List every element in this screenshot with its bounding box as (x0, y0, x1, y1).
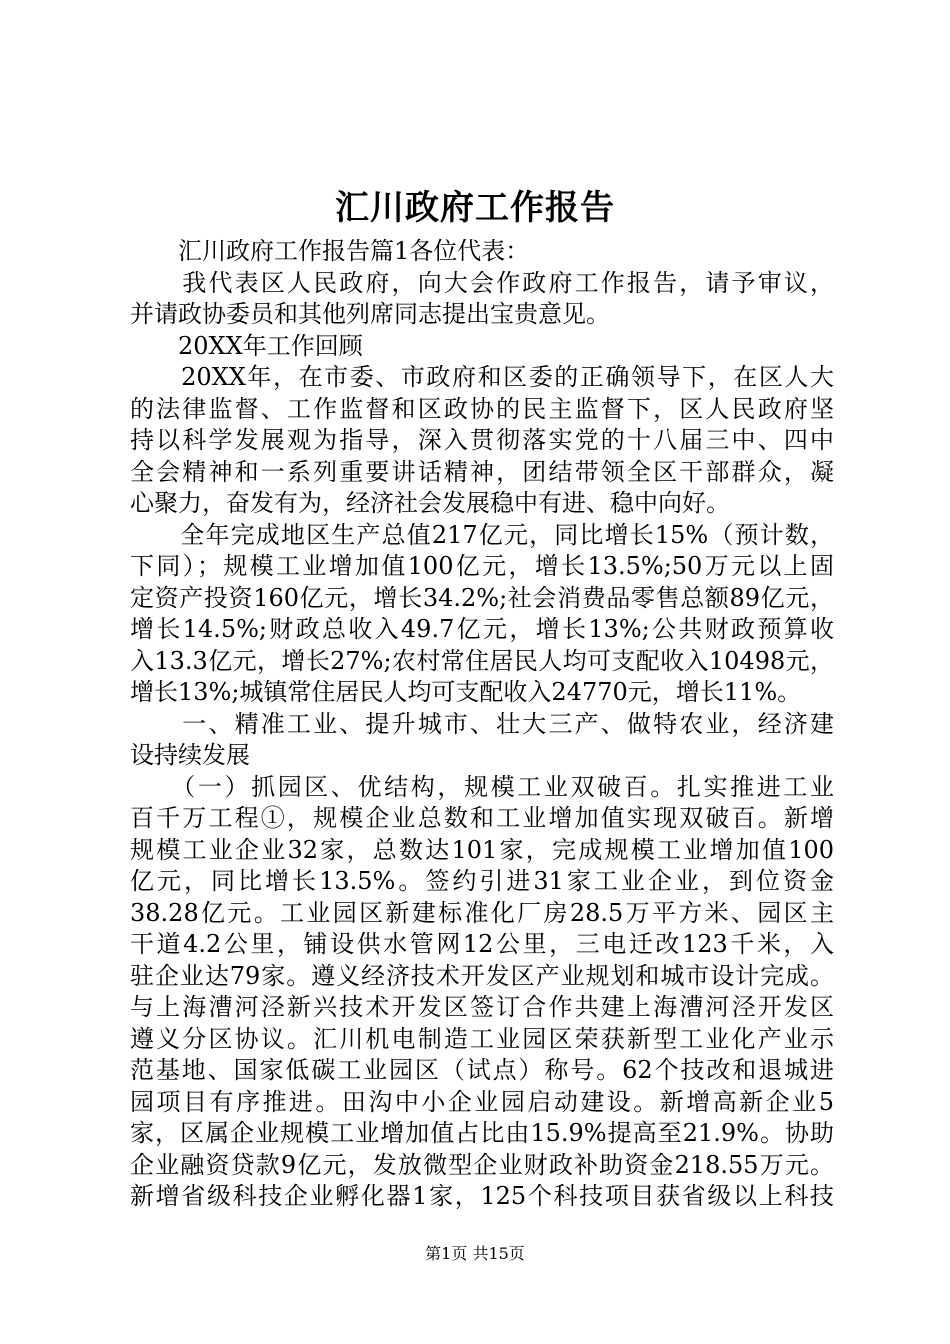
text-line: 规模工业企业32家，总数达101家，完成规模工业增加值100 (130, 835, 834, 864)
text-line: 一、精准工业、提升城市、壮大三产、做特农业，经济建 (130, 709, 834, 738)
text-line: 与上海漕河泾新兴技术开发区签订合作共建上海漕河泾开发区 (130, 993, 834, 1021)
text-line: （一）抓园区、优结构，规模工业双破百。扎实推进工业 (130, 772, 834, 801)
text-line: 38.28亿元。工业园区新建标准化厂房28.5万平方米、园区主 (130, 898, 834, 927)
text-line: 的法律监督、工作监督和区政协的民主监督下，区人民政府坚 (130, 394, 834, 423)
text-line: 家，区属企业规模工业增加值占比由15.9%提高至21.9%。协助 (130, 1119, 834, 1147)
text-line: 持以科学发展观为指导，深入贯彻落实党的十八届三中、四中 (130, 426, 834, 454)
text-line: 干道4.2公里，铺设供水管网12公里，三电迁改123千米，入 (130, 930, 834, 958)
text-line: 百千万工程①，规模企业总数和工业增加值实现双破百。新增 (130, 804, 834, 832)
text-line: 汇川政府工作报告篇1各位代表： (130, 237, 530, 265)
text-line: 心聚力，奋发有为，经济社会发展稳中有进、稳中向好。 (130, 489, 730, 517)
body-text (130, 236, 834, 1213)
text-line: 范基地、国家低碳工业园区（试点）称号。62个技改和退城进 (130, 1056, 834, 1084)
text-line: 入13.3亿元，增长27%;农村常住居民人均可支配收入10498元， (130, 646, 834, 675)
text-line: 驻企业达79家。遵义经济技术开发区产业规划和城市设计完成。 (130, 961, 834, 990)
text-line: 企业融资贷款9亿元，发放微型企业财政补助资金218.55万元。 (130, 1150, 834, 1179)
text-line: 设持续发展 (130, 741, 250, 769)
text-line: 我代表区人民政府，向大会作政府工作报告，请予审议， (130, 268, 834, 297)
text-line: 增长14.5%;财政总收入49.7亿元，增长13%;公共财政预算收 (130, 615, 834, 643)
text-line: 定资产投资160亿元，增长34.2%;社会消费品零售总额89亿元， (130, 583, 834, 612)
text-line: 全年完成地区生产总值217亿元，同比增长15%（预计数， (130, 520, 834, 549)
text-line: 全会精神和一系列重要讲话精神，团结带领全区干部群众，凝 (130, 457, 834, 486)
text-line: 遵义分区协议。汇川机电制造工业园区荣获新型工业化产业示 (130, 1024, 834, 1053)
page-footer: 第1页 共15页 (425, 1244, 525, 1263)
text-line: 亿元，同比增长13.5%。签约引进31家工业企业，到位资金 (130, 867, 834, 895)
page-title: 汇川政府工作报告 (335, 188, 615, 228)
text-line: 20XX年工作回顾 (130, 331, 363, 360)
text-line: 新增省级科技企业孵化器1家，125个科技项目获省级以上科技 (130, 1182, 834, 1210)
text-line: 下同）；规模工业增加值100亿元，增长13.5%;50万元以上固 (130, 552, 834, 580)
text-line: 园项目有序推进。田沟中小企业园启动建设。新增高新企业5 (130, 1087, 834, 1116)
text-line: 20XX年，在市委、市政府和区委的正确领导下，在区人大 (130, 363, 834, 391)
text-line: 并请政协委员和其他列席同志提出宝贵意见。 (130, 300, 610, 328)
text-line: 增长13%;城镇常住居民人均可支配收入24770元，增长11%。 (130, 678, 802, 706)
